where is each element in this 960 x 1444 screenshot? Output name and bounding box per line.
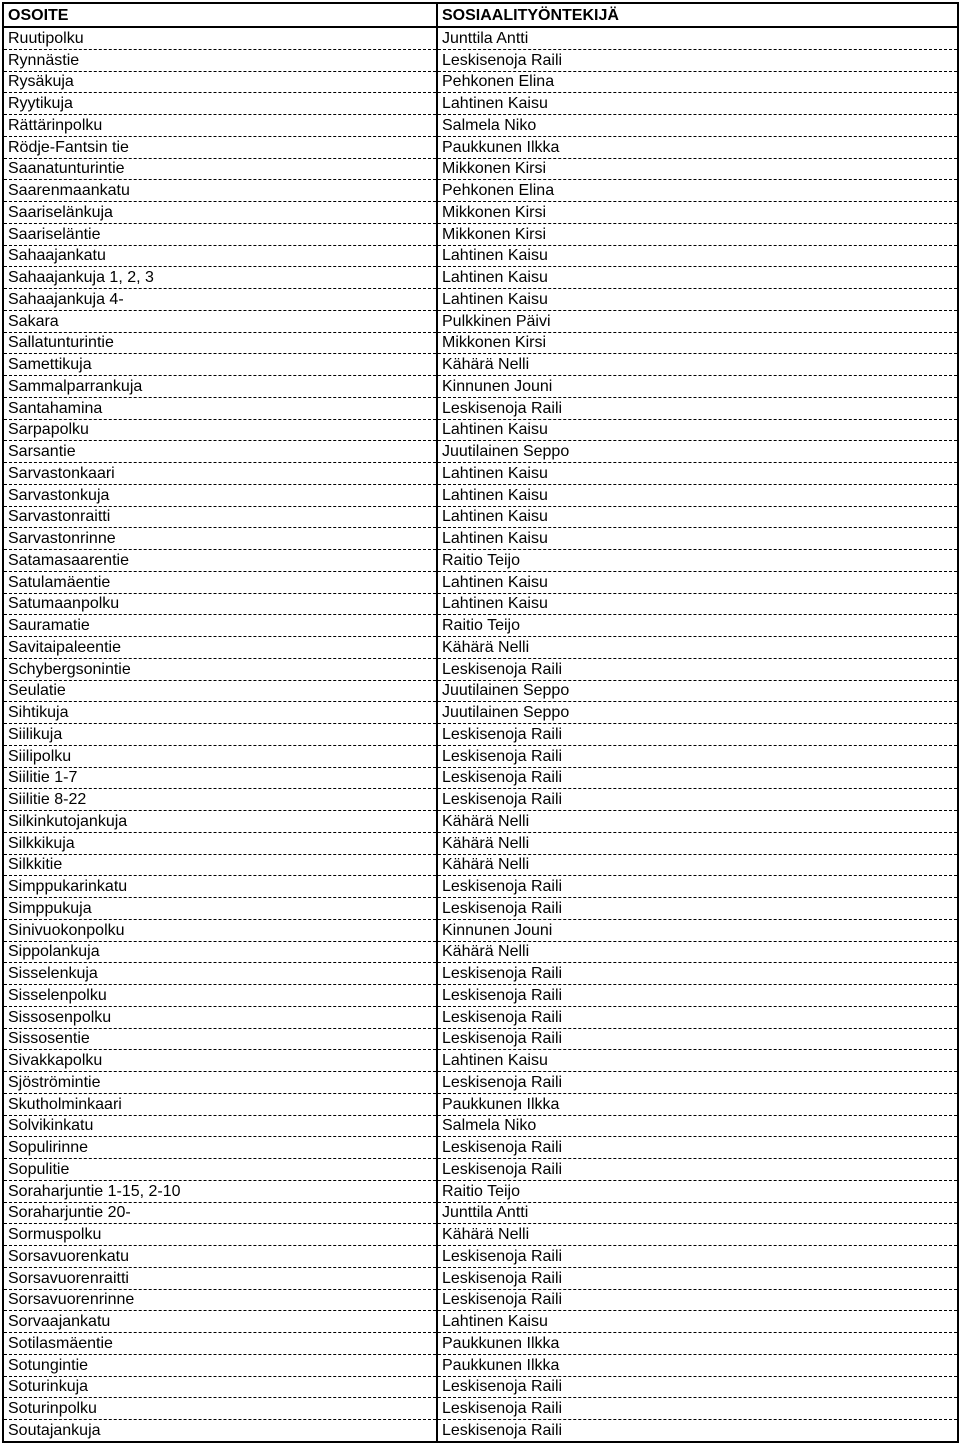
table-row <box>3 1006 958 1028</box>
social-worker-cell: Leskisenoja Raili <box>437 1137 958 1159</box>
address-cell: Sissosenpolku <box>3 1006 437 1028</box>
social-worker-cell: Salmela Niko <box>437 1115 958 1137</box>
address-cell: Sippolankuja <box>3 941 437 963</box>
table-row <box>3 332 958 354</box>
address-cell: Satulamäentie <box>3 571 437 593</box>
table-row <box>3 267 958 289</box>
social-worker-cell: Kähärä Nelli <box>437 354 958 376</box>
address-cell: Sahaajankuja 1, 2, 3 <box>3 267 437 289</box>
table-row <box>3 71 958 93</box>
table-row <box>3 615 958 637</box>
social-worker-cell: Paukkunen Ilkka <box>437 1093 958 1115</box>
social-worker-cell: Kinnunen Jouni <box>437 376 958 398</box>
column-header-address: OSOITE <box>3 3 437 27</box>
table-row <box>3 854 958 876</box>
social-worker-cell: Junttila Antti <box>437 1202 958 1224</box>
address-cell: Sorsavuorenrinne <box>3 1289 437 1311</box>
address-cell: Saariselänkuja <box>3 202 437 224</box>
address-cell: Sormuspolku <box>3 1224 437 1246</box>
address-cell: Sahaajankuja 4- <box>3 289 437 311</box>
table-row <box>3 1028 958 1050</box>
social-worker-cell: Pulkkinen Päivi <box>437 310 958 332</box>
address-cell: Sotungintie <box>3 1354 437 1376</box>
table-row <box>3 1093 958 1115</box>
address-cell: Sarsantie <box>3 441 437 463</box>
social-worker-cell: Leskisenoja Raili <box>437 767 958 789</box>
social-worker-cell: Juutilainen Seppo <box>437 441 958 463</box>
table-row <box>3 506 958 528</box>
table-row <box>3 1180 958 1202</box>
table-row <box>3 93 958 115</box>
social-worker-cell: Leskisenoja Raili <box>437 1398 958 1420</box>
table-row <box>3 1354 958 1376</box>
social-worker-cell: Lahtinen Kaisu <box>437 93 958 115</box>
address-cell: Silkinkutojankuja <box>3 811 437 833</box>
address-cell: Sihtikuja <box>3 702 437 724</box>
social-worker-cell: Lahtinen Kaisu <box>437 528 958 550</box>
table-row <box>3 180 958 202</box>
table-row <box>3 49 958 71</box>
address-cell: Soutajankuja <box>3 1420 437 1442</box>
address-cell: Sisselenpolku <box>3 985 437 1007</box>
social-worker-cell: Salmela Niko <box>437 115 958 137</box>
table-row <box>3 1246 958 1268</box>
address-cell: Savitaipaleentie <box>3 637 437 659</box>
table-row <box>3 1267 958 1289</box>
address-cell: Sorsavuorenraitti <box>3 1267 437 1289</box>
social-worker-cell: Leskisenoja Raili <box>437 1159 958 1181</box>
social-worker-cell: Junttila Antti <box>437 27 958 49</box>
social-worker-cell: Lahtinen Kaisu <box>437 463 958 485</box>
table-row <box>3 1202 958 1224</box>
address-cell: Saariseläntie <box>3 223 437 245</box>
address-cell: Satamasaarentie <box>3 550 437 572</box>
social-worker-cell: Juutilainen Seppo <box>437 680 958 702</box>
table-row <box>3 658 958 680</box>
address-cell: Sarvastonraitti <box>3 506 437 528</box>
address-cell: Sahaajankatu <box>3 245 437 267</box>
address-cell: Siilitie 1-7 <box>3 767 437 789</box>
table-row <box>3 1050 958 1072</box>
address-cell: Sakara <box>3 310 437 332</box>
social-worker-cell: Leskisenoja Raili <box>437 1267 958 1289</box>
table-row <box>3 27 958 49</box>
address-cell: Skutholminkaari <box>3 1093 437 1115</box>
social-worker-cell: Paukkunen Ilkka <box>437 1354 958 1376</box>
table-row <box>3 419 958 441</box>
social-worker-cell: Leskisenoja Raili <box>437 789 958 811</box>
address-cell: Rynnästie <box>3 49 437 71</box>
social-worker-cell: Kähärä Nelli <box>437 941 958 963</box>
table-row <box>3 1376 958 1398</box>
social-worker-cell: Kähärä Nelli <box>437 1224 958 1246</box>
social-worker-cell: Pehkonen Elina <box>437 71 958 93</box>
column-header-social-worker: SOSIAALITYÖNTEKIJÄ <box>437 3 958 27</box>
address-cell: Siilipolku <box>3 745 437 767</box>
table-row <box>3 1420 958 1442</box>
table-row <box>3 963 958 985</box>
table-row <box>3 1398 958 1420</box>
table-row <box>3 354 958 376</box>
social-worker-cell: Juutilainen Seppo <box>437 702 958 724</box>
table-row <box>3 593 958 615</box>
social-worker-cell: Pehkonen Elina <box>437 180 958 202</box>
address-cell: Sarpapolku <box>3 419 437 441</box>
address-cell: Saanatunturintie <box>3 158 437 180</box>
table-row <box>3 1159 958 1181</box>
table-row <box>3 463 958 485</box>
address-cell: Seulatie <box>3 680 437 702</box>
social-worker-cell: Lahtinen Kaisu <box>437 245 958 267</box>
table-row <box>3 941 958 963</box>
address-cell: Sorsavuorenkatu <box>3 1246 437 1268</box>
table-row <box>3 245 958 267</box>
address-cell: Solvikinkatu <box>3 1115 437 1137</box>
table-row <box>3 223 958 245</box>
address-cell: Sarvastonkaari <box>3 463 437 485</box>
table-row <box>3 1115 958 1137</box>
table-row <box>3 528 958 550</box>
table-row <box>3 1333 958 1355</box>
address-cell: Soturinkuja <box>3 1376 437 1398</box>
table-row <box>3 115 958 137</box>
address-cell: Satumaanpolku <box>3 593 437 615</box>
social-worker-cell: Kähärä Nelli <box>437 832 958 854</box>
social-worker-cell: Raitio Teijo <box>437 615 958 637</box>
social-worker-cell: Mikkonen Kirsi <box>437 223 958 245</box>
table-row <box>3 397 958 419</box>
social-worker-cell: Leskisenoja Raili <box>437 1006 958 1028</box>
social-worker-cell: Mikkonen Kirsi <box>437 332 958 354</box>
table-body <box>3 27 958 1442</box>
address-cell: Simppukarinkatu <box>3 876 437 898</box>
social-worker-cell: Leskisenoja Raili <box>437 724 958 746</box>
table-row <box>3 158 958 180</box>
address-cell: Santahamina <box>3 397 437 419</box>
address-cell: Sotilasmäentie <box>3 1333 437 1355</box>
table-row <box>3 1137 958 1159</box>
social-worker-cell: Kähärä Nelli <box>437 811 958 833</box>
address-cell: Sopulitie <box>3 1159 437 1181</box>
address-cell: Sarvastonkuja <box>3 484 437 506</box>
social-worker-cell: Kinnunen Jouni <box>437 919 958 941</box>
address-cell: Rättärinpolku <box>3 115 437 137</box>
social-worker-cell: Mikkonen Kirsi <box>437 158 958 180</box>
social-worker-cell: Paukkunen Ilkka <box>437 136 958 158</box>
social-worker-cell: Lahtinen Kaisu <box>437 506 958 528</box>
address-cell: Siilikuja <box>3 724 437 746</box>
social-worker-cell: Raitio Teijo <box>437 550 958 572</box>
table-row <box>3 745 958 767</box>
social-worker-cell: Lahtinen Kaisu <box>437 593 958 615</box>
address-cell: Sinivuokonpolku <box>3 919 437 941</box>
table-row <box>3 789 958 811</box>
table-row <box>3 702 958 724</box>
address-cell: Soraharjuntie 1-15, 2-10 <box>3 1180 437 1202</box>
table-row <box>3 202 958 224</box>
address-cell: Sissosentie <box>3 1028 437 1050</box>
table-row <box>3 376 958 398</box>
table-row <box>3 571 958 593</box>
table-row <box>3 1072 958 1094</box>
address-cell: Sorvaajankatu <box>3 1311 437 1333</box>
table-row <box>3 832 958 854</box>
social-worker-cell: Leskisenoja Raili <box>437 658 958 680</box>
table-row <box>3 1289 958 1311</box>
social-worker-cell: Leskisenoja Raili <box>437 745 958 767</box>
address-cell: Soraharjuntie 20- <box>3 1202 437 1224</box>
social-worker-cell: Lahtinen Kaisu <box>437 419 958 441</box>
social-worker-cell: Leskisenoja Raili <box>437 49 958 71</box>
address-cell: Sjöströmintie <box>3 1072 437 1094</box>
address-cell: Silkkikuja <box>3 832 437 854</box>
table-row <box>3 767 958 789</box>
table-row <box>3 550 958 572</box>
table-row <box>3 985 958 1007</box>
table-row <box>3 919 958 941</box>
address-cell: Soturinpolku <box>3 1398 437 1420</box>
address-cell: Sivakkapolku <box>3 1050 437 1072</box>
social-worker-cell: Leskisenoja Raili <box>437 876 958 898</box>
social-worker-cell: Leskisenoja Raili <box>437 1289 958 1311</box>
address-cell: Samettikuja <box>3 354 437 376</box>
table-row <box>3 724 958 746</box>
social-worker-cell: Leskisenoja Raili <box>437 898 958 920</box>
table-row <box>3 1224 958 1246</box>
social-worker-cell: Leskisenoja Raili <box>437 1072 958 1094</box>
address-cell: Rödje-Fantsin tie <box>3 136 437 158</box>
table-row <box>3 680 958 702</box>
address-cell: Sisselenkuja <box>3 963 437 985</box>
social-worker-cell: Leskisenoja Raili <box>437 1246 958 1268</box>
table-row <box>3 1311 958 1333</box>
address-cell: Ryytikuja <box>3 93 437 115</box>
table-row <box>3 811 958 833</box>
address-cell: Sopulirinne <box>3 1137 437 1159</box>
social-worker-cell: Raitio Teijo <box>437 1180 958 1202</box>
address-cell: Sarvastonrinne <box>3 528 437 550</box>
social-worker-cell: Lahtinen Kaisu <box>437 571 958 593</box>
social-worker-cell: Leskisenoja Raili <box>437 963 958 985</box>
address-cell: Silkkitie <box>3 854 437 876</box>
social-worker-cell: Mikkonen Kirsi <box>437 202 958 224</box>
table-row <box>3 637 958 659</box>
social-worker-cell: Kähärä Nelli <box>437 637 958 659</box>
header-row <box>3 3 958 27</box>
social-worker-cell: Leskisenoja Raili <box>437 1028 958 1050</box>
social-worker-cell: Leskisenoja Raili <box>437 397 958 419</box>
social-worker-cell: Leskisenoja Raili <box>437 1376 958 1398</box>
address-cell: Sallatunturintie <box>3 332 437 354</box>
address-cell: Rysäkuja <box>3 71 437 93</box>
table-row <box>3 441 958 463</box>
address-cell: Simppukuja <box>3 898 437 920</box>
table-row <box>3 484 958 506</box>
social-worker-cell: Leskisenoja Raili <box>437 1420 958 1442</box>
social-worker-cell: Lahtinen Kaisu <box>437 484 958 506</box>
social-worker-cell: Lahtinen Kaisu <box>437 1050 958 1072</box>
table-row <box>3 898 958 920</box>
address-cell: Sauramatie <box>3 615 437 637</box>
table-row <box>3 289 958 311</box>
social-worker-cell: Paukkunen Ilkka <box>437 1333 958 1355</box>
table-row <box>3 310 958 332</box>
social-worker-cell: Lahtinen Kaisu <box>437 289 958 311</box>
table-row <box>3 876 958 898</box>
table-row <box>3 136 958 158</box>
social-worker-cell: Leskisenoja Raili <box>437 985 958 1007</box>
social-worker-cell: Lahtinen Kaisu <box>437 267 958 289</box>
social-worker-cell: Kähärä Nelli <box>437 854 958 876</box>
address-cell: Sammalparrankuja <box>3 376 437 398</box>
address-cell: Siilitie 8-22 <box>3 789 437 811</box>
address-worker-table <box>2 2 959 1443</box>
address-cell: Ruutipolku <box>3 27 437 49</box>
address-cell: Saarenmaankatu <box>3 180 437 202</box>
address-cell: Schybergsonintie <box>3 658 437 680</box>
social-worker-cell: Lahtinen Kaisu <box>437 1311 958 1333</box>
